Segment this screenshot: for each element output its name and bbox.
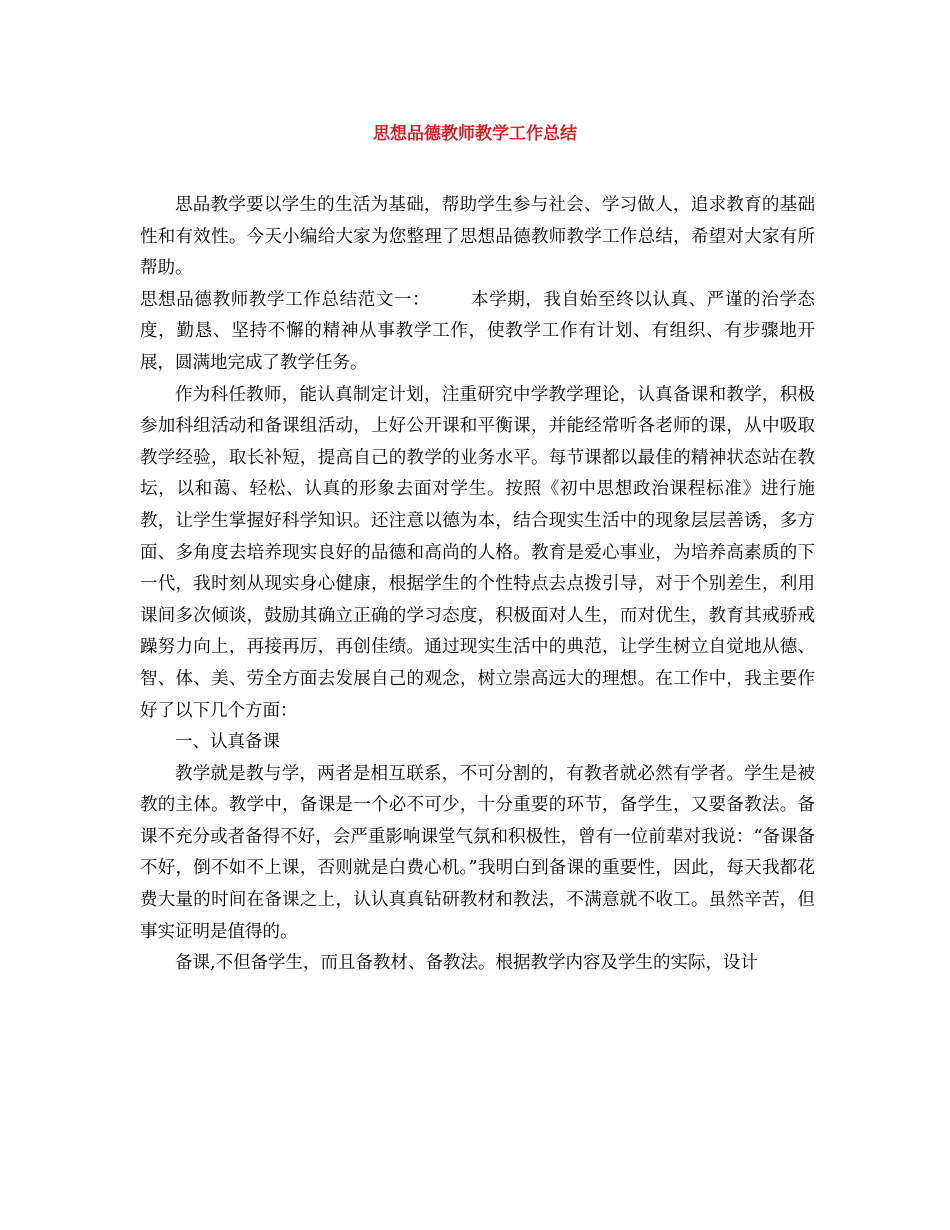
paragraph-2: 作为科任教师，能认真制定计划，注重研究中学教学理论，认真备课和教学，积极参加科组活动和备课组活动，上好公开课和平衡课，并能经常听各老师的课，从中吸取教学经验，取长补短，提高自己的教学的业务水平。每节课都以最佳的精神状态站在教坛，以和蔼、轻松、认真的形象去面对学生。按照《初中思想政治课程标准》进行施教，让学生掌握好科学知识。还注意以德为本，结合现实生活中的现象层层善诱，多方面、多角度去培养现实良好的品德和高尚的人格。教育是爱心事业，为培养高素质的下一代，我时刻从现实身心健康，根据学生的个性特点去点拨引导，对于个别差生，利用课间多次倾谈，鼓励其确立正确的学习态度，积极面对人生，而对优生，教育其戒骄戒躁努力向上，再接再厉，再创佳绩。通过现实生活中的典范，让学生树立自觉地从德、智、体、美、劳全方面去发展自己的观念，树立崇高远大的理想。在工作中，我主要作好了以下几个方面：: [140, 384, 815, 721]
document-body: [140, 190, 815, 980]
paragraph-3: 教学就是教与学，两者是相互联系，不可分割的，有教者就必然有学者。学生是被教的主体。教学中，备课是一个必不可少，十分重要的环节，备学生，又要备教法。备课不充分或者备得不好，会严重影响课堂气氛和积极性，曾有一位前辈对我说：“备课备不好，倒不如不上课，否则就是白费心机。”我明白到备课的重要性，因此，每天我都花费大量的时间在备课之上，认认真真钻研教材和教法，不满意就不收工。虽然辛苦，但事实证明是值得的。: [140, 763, 815, 942]
sample-paragraph: [140, 285, 815, 380]
paragraph-1: 本学期，我自始至终以认真、严谨的治学态度，勤恳、坚持不懈的精神从事教学工作，使教学工作有计划、有组织、有步骤地开展，圆满地完成了教学任务。: [140, 289, 816, 373]
sample-heading: 思想品德教师教学工作总结范文一：: [140, 289, 431, 310]
intro-paragraph: 思品教学要以学生的生活为基础，帮助学生参与社会、学习做人，追求教育的基础性和有效性。今天小编给大家为您整理了思想品德教师教学工作总结，希望对大家有所帮助。: [140, 195, 815, 279]
section-heading-1: 一、认真备课: [175, 732, 280, 753]
document-title: 思想品德教师教学工作总结: [373, 124, 577, 144]
paragraph-4: 备课,不但备学生，而且备教材、备教法。根据教学内容及学生的实际，设计: [175, 953, 759, 974]
